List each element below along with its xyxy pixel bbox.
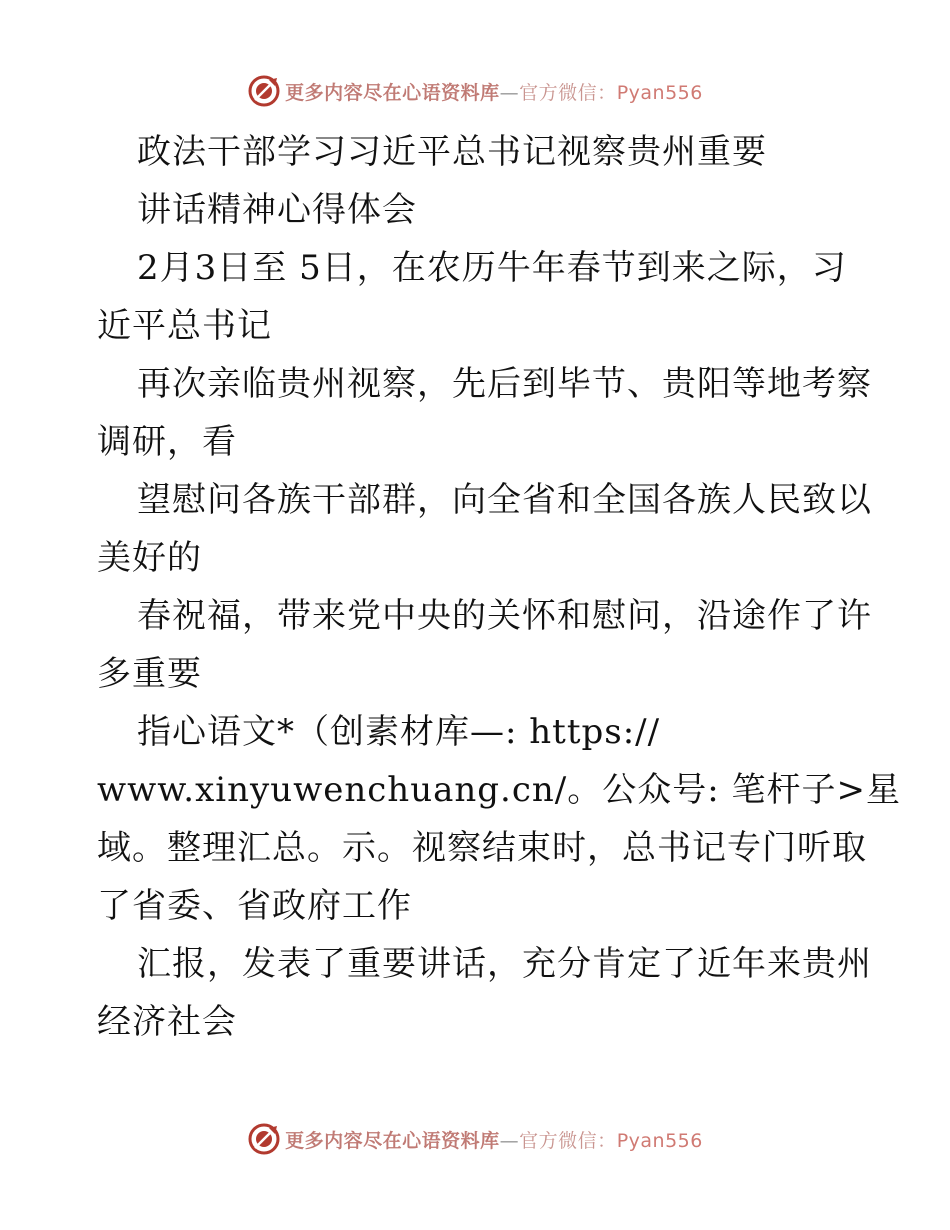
document-line: 域。整理汇总。示。视察结束时，总书记专门听取 — [97, 828, 867, 868]
watermark-brand: 更多内容尽在心语资料库 — [285, 81, 500, 104]
document-line: 多重要 — [97, 654, 202, 694]
document-line: 近平总书记 — [97, 306, 272, 346]
footer-watermark — [0, 1122, 950, 1156]
document-line: 调研，看 — [97, 422, 237, 462]
document-body — [97, 123, 901, 1051]
document-line: 政法干部学习习近平总书记视察贵州重要 — [137, 132, 767, 172]
document-line: 2月3日至 5日，在农历牛年春节到来之际，习 — [137, 248, 847, 288]
document-line: www.xinyuwenchuang.cn/。公众号: 笔杆子>星 — [97, 770, 901, 810]
document-line: 经济社会 — [97, 1002, 237, 1042]
watermark-contact-label: 官方微信： — [519, 81, 617, 104]
watermark-contact-label: 官方微信： — [519, 1129, 617, 1152]
document-line: 讲话精神心得体会 — [137, 190, 417, 230]
watermark-contact-id: Pyan556 — [616, 1129, 703, 1152]
pen-logo-icon — [247, 74, 281, 108]
header-watermark — [0, 74, 950, 108]
watermark-contact-id: Pyan556 — [616, 81, 703, 104]
document-line: 春祝福，带来党中央的关怀和慰问，沿途作了许 — [137, 596, 872, 636]
document-line: 汇报，发表了重要讲话，充分肯定了近年来贵州 — [137, 944, 872, 984]
watermark-brand: 更多内容尽在心语资料库 — [285, 1129, 500, 1152]
document-line: 望慰问各族干部群，向全省和全国各族人民致以 — [137, 480, 872, 520]
watermark-separator: — — [499, 1129, 520, 1152]
document-line: 指心语文*（创素材库—: https:// — [137, 712, 661, 752]
watermark-separator: — — [499, 81, 520, 104]
document-line: 美好的 — [97, 538, 202, 578]
pen-logo-icon — [247, 1122, 281, 1156]
document-line: 再次亲临贵州视察，先后到毕节、贵阳等地考察 — [137, 364, 872, 404]
document-line: 了省委、省政府工作 — [97, 886, 412, 926]
